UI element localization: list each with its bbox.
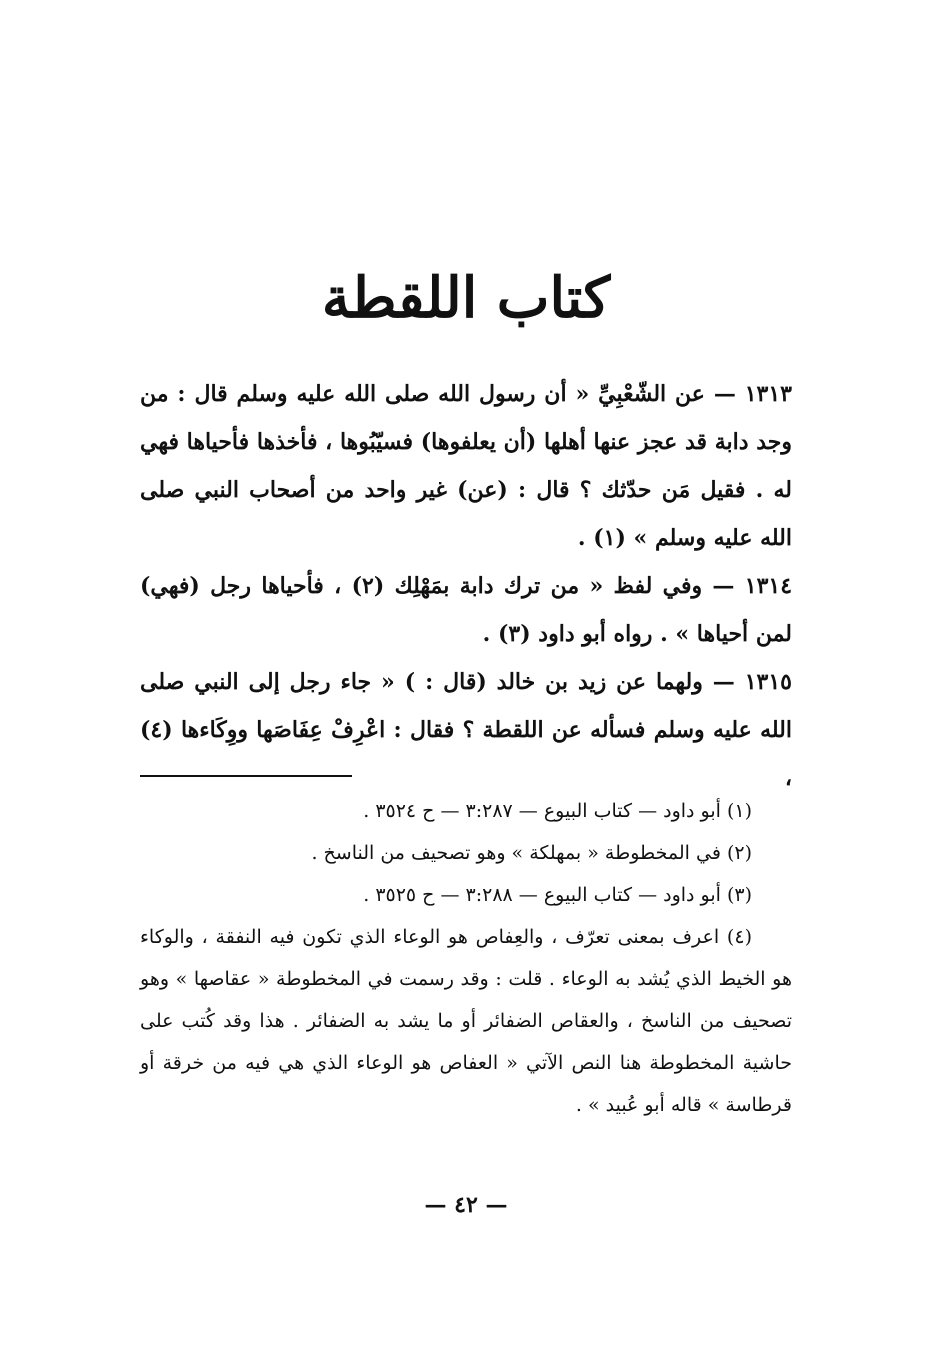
footnote-3: (٣) أبو داود — كتاب البيوع — ٣:٢٨٨ — ح ٣٥٢٥ . xyxy=(363,884,752,906)
hadith-1314: ١٣١٤ — وفي لفظ « من ترك دابة بمَهْلِك (٢) ، فأحياها رجل (فهي) لمن أحياها » . رواه أبو داود (٣) . xyxy=(140,573,793,647)
page-number: — ٤٢ — xyxy=(424,1192,508,1218)
footnotes xyxy=(140,790,792,1126)
footnote-divider xyxy=(140,775,352,777)
chapter-title: كتاب اللقطة xyxy=(321,265,611,331)
footnote-4: (٤) اعرف بمعنى تعرّف ، والعِفاص هو الوعاء الذي تكون فيه النفقة ، والوكاء هو الخيط الذي يُشد به الوعاء . قلت : وقد رسمت في المخطوطة « عقاصها » وهو تصحيف من الناسخ ، والعقاص الضفائر أو ما يشد به الضفائر . هذا وقد كُتب على حاشية المخطوطة هنا النص الآتي « العفاص هو الوعاء الذي هي فيه من خرقة أو قرطاسة » قاله أبو عُبيد » . xyxy=(140,926,792,1116)
hadith-1315: ١٣١٥ — ولهما عن زيد بن خالد (قال : ) « جاء رجل إلى النبي صلى الله عليه وسلم فسأله عن اللقطة ؟ فقال : اعْرِفْ عِفَاصَها ووِكَاءها (٤) ، xyxy=(140,669,792,791)
footnote-2: (٢) في المخطوطة « بمهلكة » وهو تصحيف من الناسخ . xyxy=(311,842,752,864)
hadith-1313: ١٣١٣ — عن الشّعْبِيِّ « أن رسول الله صلى الله عليه وسلم قال : من وجد دابة قد عجز عنها أهلها (أن يعلفوها) فسيّبُوها ، فأخذها فأحياها فهي له . فقيل مَن حدّثك ؟ قال : (عن) غير واحد من أصحاب النبي صلى الله عليه وسلم » (١) . xyxy=(140,381,792,551)
hadith-body xyxy=(140,370,793,791)
book-page xyxy=(140,250,793,1218)
footnote-1: (١) أبو داود — كتاب البيوع — ٣:٢٨٧ — ح ٣٥٢٤ . xyxy=(363,800,752,822)
